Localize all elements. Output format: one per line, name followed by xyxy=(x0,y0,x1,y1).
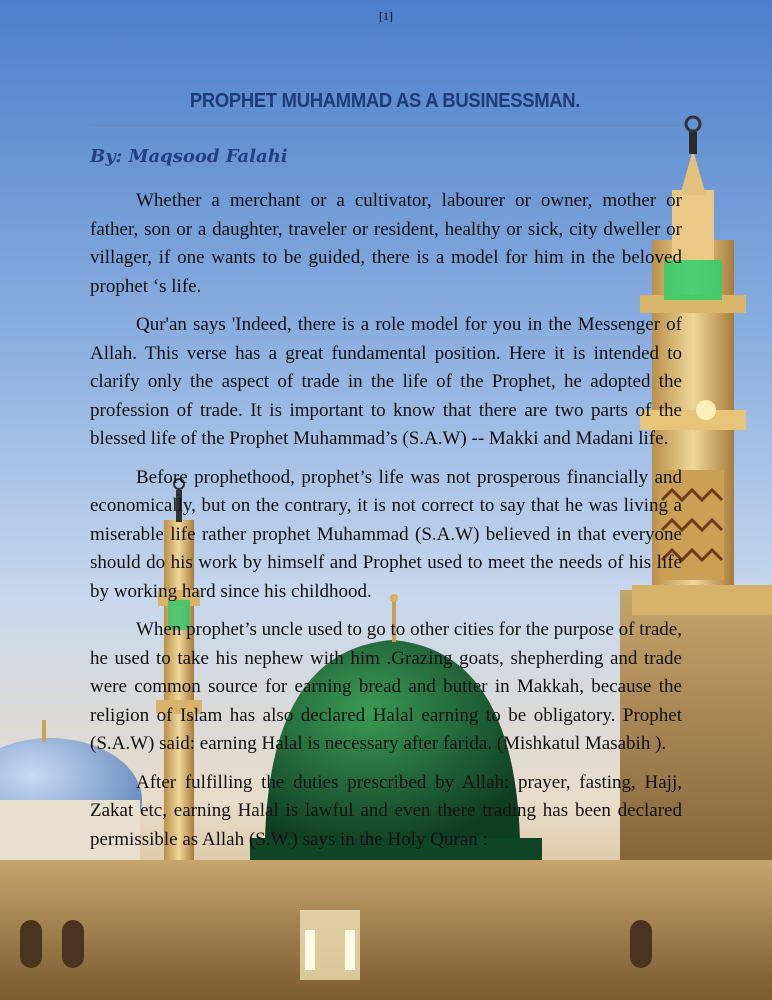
title-divider xyxy=(90,125,682,126)
document-title: PROPHET MUHAMMAD AS A BUSINESSMAN. xyxy=(189,90,581,112)
paragraph-3: Before prophethood, prophet’s life was not prosperous financially and economically, but on the contrary, it is not correct to say that he was living a miserable life rather prophet Muhammad (S.A.W) believed in that everyone should do his work by himself and Prophet used to meet the needs of his life by working hard since his childhood. xyxy=(90,466,682,602)
paragraph-1: Whether a merchant or a cultivator, labourer or owner, mother or father, son or a daughter, traveler or resident, healthy or sick, city dweller or villager, if one wants to be guided, there is a model for him in the beloved prophet ‘s life. xyxy=(90,190,682,297)
paragraph-5: After fulfilling the duties prescribed by Allah: prayer, fasting, Hajj, Zakat etc, earning Halal is lawful and even there trading has been declared permissible as Allah (S.W.) says in the Holy Quran : xyxy=(90,771,682,850)
paragraph-2: Qur'an says 'Indeed, there is a role model for you in the Messenger of Allah. This verse has a great fundamental position. Here it is intended to clarify only the aspect of trade in the life of the Prophet, he adopted the profession of trade. It is important to know that there are two parts of the blessed life of the Prophet Muhammad’s (S.A.W) -- Makki and Madani life. xyxy=(90,314,682,449)
page-number: [1] xyxy=(379,9,393,23)
article-body xyxy=(90,187,682,864)
author-byline: By: Maqsood Falahi xyxy=(90,146,288,167)
paragraph-4: When prophet’s uncle used to go to other cities for the purpose of trade, he used to take his nephew with him .Grazing goats, shepherding and trade were common source for earning bread and butter in Makkah, because the religion of Islam has also declared Halal earning to be obligatory. Prophet (S.A.W) said: earning Halal is necessary after farida. (Mishkatul Masabih ). xyxy=(90,619,682,754)
